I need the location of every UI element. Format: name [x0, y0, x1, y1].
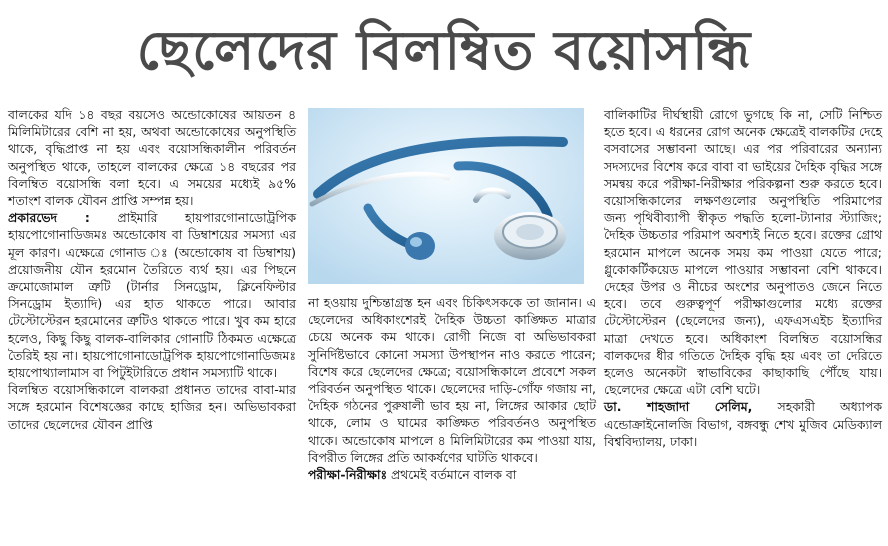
paragraph-tests-text: প্রথমেই বর্তমানে বালক বা: [387, 467, 517, 483]
section-label-tests: পরীক্ষা-নিরীক্ষাঃ: [308, 467, 388, 483]
article-photo: [308, 108, 584, 284]
author-name: ডা. শাহজাদা সেলিম,: [604, 399, 753, 415]
paragraph-types-text: প্রাইমারি হায়পারগোনাডোট্রপিক হায়পোগোনাডিজমঃ অন্ডোকোষ বা ডিম্বাশয়ের সমস্যা এর মূল কারণ। এক্ষেত্রে গোনাড ঃ (অন্ডোকোষ বা ডিম্বাশয়) প্রয়োজনীয় যৌন হরমোন তৈরিতে ব্যর্থ হয়। এর পিছনে ক্রমোজোমাল ত্রুটি (টার্নার সিনড্রোম, ক্লিনেফিল্টার সিনড্রোম ইত্যাদি) এর হাত থাকতে পারে। আবার টেস্টোস্টেরন হরমোনের ত্রুটিও থাকতে পারে। খুব কম হারে হলেও, কিছু কিছু বালক-বালিকার গোনাটি ঠিকমত এক্ষেত্রে তৈরিই হয় না। হায়পোগোনাডোট্রপিক হায়পোগোনাডিজমঃ হায়পোথ্যালামাস বা পিটুইটারিতে প্রধান সমস্যাটি থাকে।: [8, 210, 296, 381]
paragraph-diagnosis: বালিকাটির দীর্ঘস্থায়ী রোগে ভুগছে কি না, সেটি নিশ্চিত হতে হবে। এ ধরনের রোগ অনেক ক্ষেত্রেই বালকটির দেহে বসবাসের সম্ভাবনা আছে। এর পর পরিবারের অন্যান্য সদস্যদের বিশেষ করে বাবা বা ভাইয়ের দৈহিক বৃদ্ধির সঙ্গে সমন্বয় করে পরীক্ষা-নিরীক্ষার পরিকল্পনা শুরু করতে হবে। বয়োসন্ধিকালের লক্ষণগুলোর অনুপস্থিতি পরিমাপের জন্য পৃথিবীব্যাপী স্বীকৃত পদ্ধতি হলো-ট্যানার স্ট্যাজিং; দৈহিক উচ্চতার পরিমাপ অবশ্যই নিতে হবে। রক্তের গ্রোথ হরমোন মাপলে অনেক সময় কম পাওয়া যেতে পারে; গ্লুকোকর্টিকয়েড মাপলে পাওয়ার সম্ভাবনা বেশি থাকবে। দেহের উপর ও নীচের অংশের অনুপাতও জেনে নিতে হবে। তবে গুরুত্বপূর্ণ পরীক্ষাগুলোর মধ্যে রক্তের টেস্টোস্টেরন (ছেলেদের জন্য), এফএসএইচ ইত্যাদির মাত্রা দেখতে হবে। অধিকাংশ বিলম্বিত বয়োসন্ধির বালকদের ধীর গতিতে দৈহিক বৃদ্ধি হয় এবং তা দেরিতে হলেও অনেকটা স্বাভাবিকের কাছাকাছি পৌঁছে যায়। ছেলেদের ক্ষেত্রে এটা বেশি ঘটে।: [604, 107, 882, 398]
paragraph-intro: বালকের যদি ১৪ বছর বয়সেও অন্ডোকোষের আয়তন ৪ মিলিমিটারের বেশি না হয়, অথবা অন্ডোকোষের অনুপস্থিতি থাকে, বৃদ্ধিপ্রাপ্ত না হয় এবং বয়োসন্ধিকালীন পরিবর্তন অনুপস্থিত থাকে, তাহলে বালকের ক্ষেত্রে ১৪ বছরের পর বিলম্বিত বয়োসন্ধি বলা হবে। এ সময়ের মধ্যেই ৯৫% শতাংশ বালক যৌবন প্রাপ্তি সম্পন্ন হয়।: [8, 107, 296, 209]
article-column-1: [8, 106, 296, 433]
paragraph-symptoms: না হওয়ায় দুশ্চিন্তাগ্রস্ত হন এবং চিকিৎসককে তা জানান। এ ছেলেদের অধিকাংশেরই দৈহিক উচ্চতা কাঙ্ক্ষিত মাত্রার চেয়ে অনেক কম থাকে। রোগী নিজে বা অভিভাবকরা সুনির্দিষ্টভাবে কোনো সমস্যা উপস্থাপন নাও করতে পারেন; বিশেষ করে ছেলেদের ক্ষেত্রে; বয়োসন্ধিকালে প্রবেশে সকল পরিবর্তন অনুপস্থিত থাকে। ছেলেদের দাড়ি-গোঁফ গজায় না, দৈহিক গঠনের পুরুষালী ভাব হয় না, লিঙ্গের আকার ছোট থাকে, লোম ও ঘামের কাঙ্ক্ষিত পরিবর্তনও অনুপস্থিত থাকে। অন্ডোকোষ মাপলে ৪ মিলিমিটারের কম পাওয়া যায়, বিপরীত লিঙ্গের প্রতি আকর্ষণের ঘাটতি থাকবে।: [308, 295, 596, 465]
section-label-types: প্রকারভেদ :: [8, 210, 90, 226]
stethoscope-icon: [308, 108, 584, 284]
author-affiliation: সহকারী অধ্যাপক এন্ডোক্রাইনোলজি বিভাগ, বঙ্গবন্ধু শেখ মুজিব মেডিক্যাল বিশ্ববিদ্যালয়, ঢাকা।: [604, 399, 883, 449]
paragraph-delayed-puberty: বিলম্বিত বয়োসন্ধিকালে বালকরা প্রধানত তাদের বাবা-মার সঙ্গে হরমোন বিশেষজ্ঞের কাছে হাজির হন। অভিভাবকরা তাদের ছেলেদের যৌবন প্রাপ্তি: [8, 382, 296, 432]
article-column-3: [604, 106, 882, 450]
article-headline: ছেলেদের বিলম্বিত বয়োসন্ধি: [136, 19, 752, 82]
paragraph-types: [8, 209, 296, 381]
author-credit: [604, 398, 882, 450]
article-column-2: [308, 294, 596, 483]
paragraph-tests: [308, 466, 596, 483]
